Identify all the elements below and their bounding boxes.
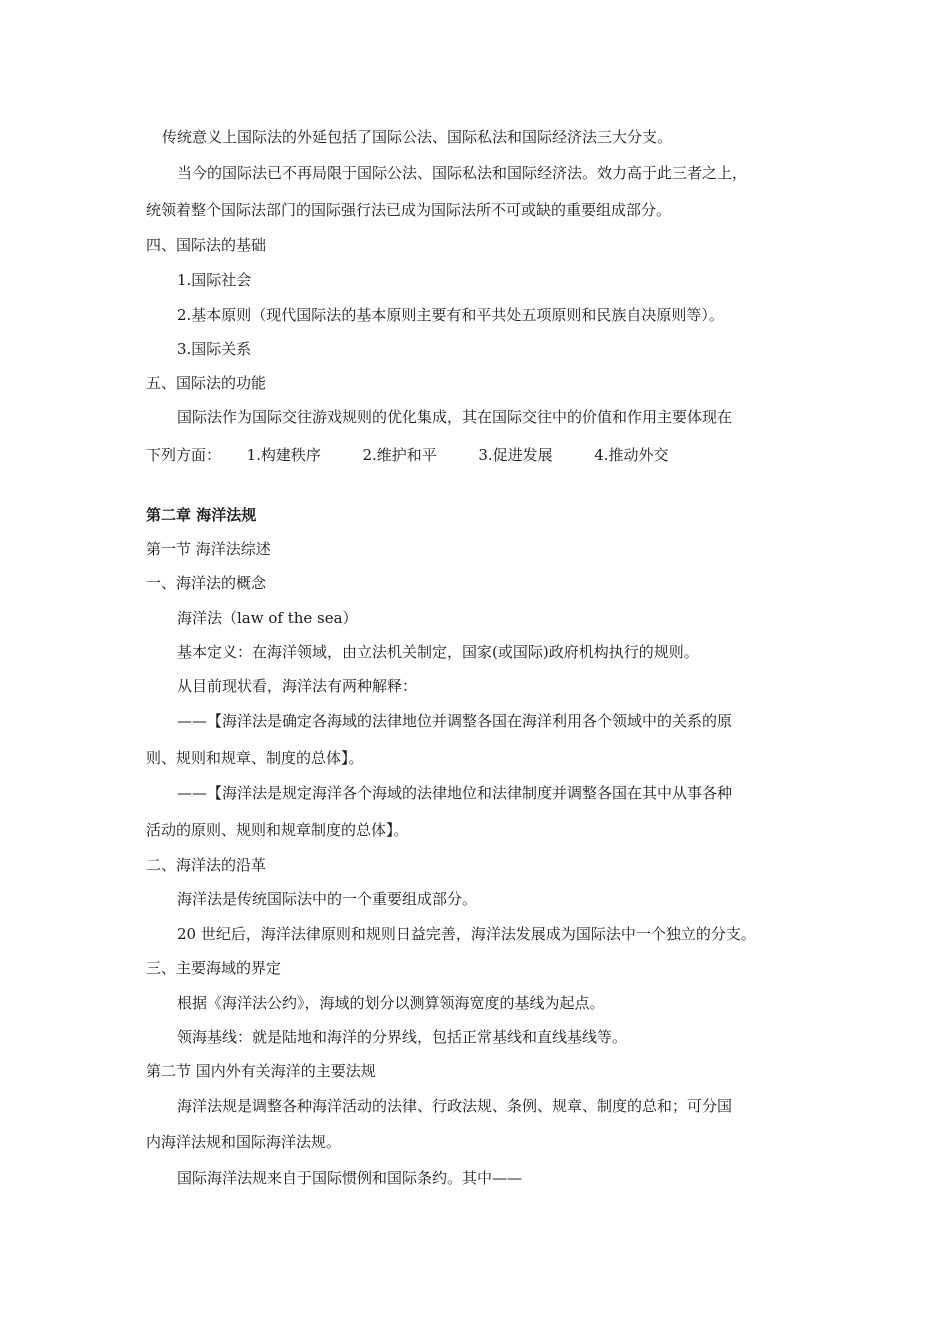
paragraph-line: ——【海洋法是规定海洋各个海域的法律地位和法律制度并调整各国在其中从事各种 <box>177 784 733 802</box>
paragraph-line: 领海基线：就是陆地和海洋的分界线，包括正常基线和直线基线等。 <box>177 1028 628 1046</box>
list-item: 4.推动外交 <box>594 446 669 464</box>
paragraph-line: 当今的国际法已不再局限于国际公法、国际私法和国际经济法。效力高于此三者之上， <box>177 164 748 182</box>
section-heading: 三、主要海域的界定 <box>146 959 282 977</box>
chapter-title: 第二章 海洋法规 <box>146 506 257 524</box>
paragraph-line: 传统意义上国际法的外延包括了国际公法、国际私法和国际经济法三大分支。 <box>162 128 673 146</box>
list-item: 3.国际关系 <box>177 340 252 358</box>
paragraph-line: ——【海洋法是确定各海域的法律地位并调整各国在海洋利用各个领域中的关系的原 <box>177 712 733 730</box>
section-title: 第一节 海洋法综述 <box>146 540 271 558</box>
paragraph-line: 海洋法规是调整各种海洋活动的法律、行政法规、条例、规章、制度的总和；可分国 <box>177 1097 733 1115</box>
paragraph-line: 基本定义：在海洋领域，由立法机关制定，国家(或国际)政府机构执行的规则。 <box>177 643 699 661</box>
paragraph-line: 海洋法是传统国际法中的一个重要组成部分。 <box>177 890 478 908</box>
paragraph-line: 统领着整个国际法部门的国际强行法已成为国际法所不可或缺的重要组成部分。 <box>146 201 672 219</box>
section-heading: 四、国际法的基础 <box>146 236 267 254</box>
paragraph-line: 国际海洋法规来自于国际惯例和国际条约。其中—— <box>177 1169 523 1187</box>
paragraph-line: 根据《海洋法公约》，海域的划分以测算领海宽度的基线为起点。 <box>177 994 605 1012</box>
list-item: 3.促进发展 <box>478 446 553 464</box>
paragraph-line: 则、规则和规章、制度的总体】。 <box>146 749 364 767</box>
paragraph-line: 从目前现状看，海洋法有两种解释： <box>177 677 418 695</box>
list-item: 1.国际社会 <box>177 271 252 289</box>
section-heading: 一、海洋法的概念 <box>146 574 267 592</box>
paragraph-line: 海洋法（law of the sea） <box>177 609 358 627</box>
function-list-line <box>146 445 669 465</box>
section-heading: 五、国际法的功能 <box>146 374 267 392</box>
paragraph-line: 国际法作为国际交往游戏规则的优化集成，其在国际交往中的价值和作用主要体现在 <box>177 408 733 426</box>
list-item: 2.维护和平 <box>362 446 437 464</box>
section-heading: 二、海洋法的沿革 <box>146 856 267 874</box>
section-title: 第二节 国内外有关海洋的主要法规 <box>146 1062 376 1080</box>
paragraph-line: 活动的原则、规则和规章制度的总体】。 <box>146 821 409 839</box>
list-item: 1.构建秩序 <box>246 446 321 464</box>
list-lead: 下列方面： <box>146 446 222 464</box>
paragraph-line: 20 世纪后，海洋法律原则和规则日益完善，海洋法发展成为国际法中一个独立的分支。 <box>177 925 756 943</box>
paragraph-line: 内海洋法规和国际海洋法规。 <box>146 1133 342 1151</box>
list-item: 2.基本原则（现代国际法的基本原则主要有和平共处五项原则和民族自决原则等）。 <box>177 306 724 324</box>
